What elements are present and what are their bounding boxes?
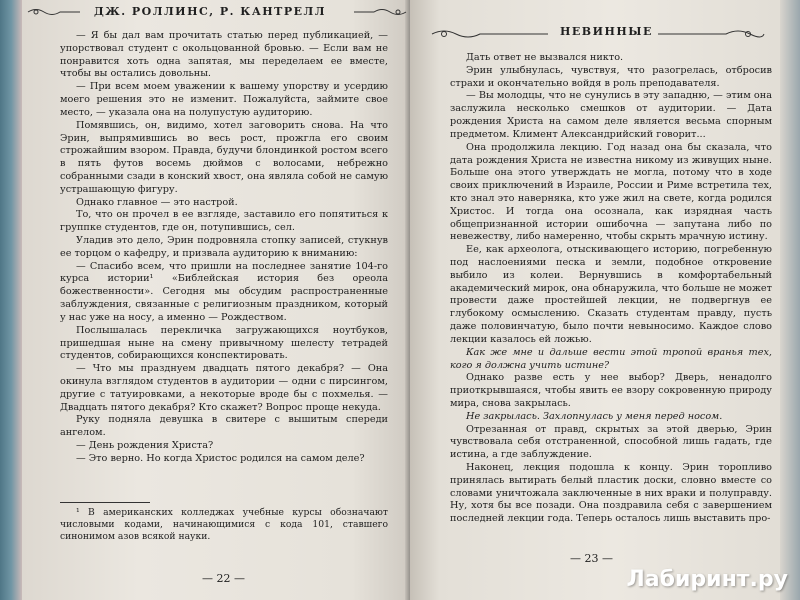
- paragraph-italic: Не закрылась. Захлопнулась у меня перед носом.: [466, 410, 723, 422]
- paragraph: — При всем моем уважении к вашему упорству и усердию моего решения это не изменит. Пожалуйста, займите свое место, — указала она на полупустую аудиторию.: [60, 81, 388, 118]
- paragraph-italic: Как же мне и дальше вести этой тропой вранья тех, кого я должна учить истине?: [450, 346, 772, 371]
- right-page-number: — 23 —: [570, 552, 613, 565]
- left-page-number: — 22 —: [202, 572, 245, 585]
- paragraph: Эрин улыбнулась, чувствуя, что разогрелась, отбросив страхи и окончательно войдя в роль преподавателя.: [450, 64, 772, 89]
- paragraph: — Что мы празднуем двадцать пятого декабря? — Она окинула взглядом студентов в аудитории — одни с пирсингом, другие с татуировками, а некоторые вроде бы с похмелья. — Двадцать пятого декабря? Кто скажет? Вопрос проще некуда.: [60, 363, 388, 413]
- left-header-ornament-right: [352, 7, 408, 17]
- paragraph: Уладив это дело, Эрин подровняла стопку записей, стукнув ее торцом о кафедру, и призвала аудиторию к вниманию:: [60, 235, 388, 259]
- paragraph: Помявшись, он, видимо, хотел заговорить снова. На что Эрин, выпрямившись во весь рост, прожгла его своим строжайшим взором. Правда, будучи блондинкой ростом всего в пять футов восемь дюймов с волосами, небрежно собранными сзади в конский хвост, она являла собой не самую устрашающую фигуру.: [60, 119, 388, 195]
- book-cover-edge: [0, 0, 22, 600]
- paragraph: Наконец, лекция подошла к концу. Эрин торопливо принялась вытирать белый пластик доски, словно вместе со словами уничтожала заключенные в них враки и полуправду. Ну, хотя бы все позади. Она поздравила себя с завершением последней лекции года. Теперь осталось лишь выставить про-: [450, 462, 772, 525]
- footnote: [60, 507, 388, 543]
- left-body-text: [60, 30, 388, 466]
- paragraph: — Это верно. Но когда Христос родился на самом деле?: [76, 452, 365, 464]
- left-header-ornament-left: [26, 7, 82, 17]
- paragraph: Однако разве есть у нее выбор? Дверь, ненадолго приоткрывшаяся, чтобы явить ее взору сокровенную природу мира, снова закрылась.: [450, 372, 772, 409]
- right-header-ornament-right: [656, 28, 766, 38]
- paragraph: — Спасибо всем, что пришли на последнее занятие 104-го курса истории¹ «Библейская история без ореола божественности». Сегодня мы обсудим распространенные заблуждения, связанные с религиозным праздником, который у нас уже на носу, а именно — Рождеством.: [60, 260, 388, 323]
- right-running-header: НЕВИННЫЕ: [560, 25, 653, 38]
- paragraph: Ее, как археолога, отыскивающего историю, погребенную под наслоениями песка и земли, подобное откровение выбило из колеи. Вернувшись в комфортабельный академический мирок, она обнаружила, что больше не может провести даже простейшей лекции, не подвергнув ее глубокому осмыслению. Сказать студентам правду, пусть даже половинчатую, было почти невыносимо. Каждое слово лекции казалось ей ложью.: [450, 244, 772, 345]
- paragraph: — Вы молодцы, что не сунулись в эту западню, — этим она заслужила несколько смешков от аудитории. — Дата рождения Христа на самом деле является весьма спорным предметом. Климент Александрийский говорит...: [450, 90, 772, 140]
- right-header-ornament-left: [430, 28, 550, 38]
- left-running-header: ДЖ. РОЛЛИНС, Р. КАНТРЕЛЛ: [94, 5, 326, 18]
- watermark-logo: Лабиринт.ру: [626, 567, 788, 592]
- paragraph: Дать ответ не вызвался никто.: [466, 52, 624, 63]
- left-page: [22, 0, 410, 600]
- footnote-rule: [60, 502, 150, 503]
- paragraph: Она продолжила лекцию. Год назад она бы сказала, что дата рождения Христа не известна никому из живущих ныне. Больше она этого утверждать не могла, потому что в ходе своих приключений в Израиле, России и Риме встретила тех, кто знал это наверняка, кто уже жил на свете, когда родился Христос. И тогда она осознала, как изрядная часть общепризнанной истории ошибочна — запутана либо по невежеству, либо намеренно, чтобы скрыть мрачную истину.: [450, 141, 772, 243]
- paragraph: Отрезанная от правд, скрытых за этой дверью, Эрин чувствовала себя отстраненной, способной лишь гадать, где истина, а где заблуждение.: [450, 423, 772, 461]
- paragraph: То, что он прочел в ее взгляде, заставило его попятиться к группке студентов, где он, потупившись, сел.: [60, 209, 388, 234]
- right-body-text: [450, 52, 772, 526]
- paragraph: — Я бы дал вам прочитать статью перед публикацией, — упорствовал студент с окольцованной бровью. — Если вам не понравится хоть одна запятая, мы переделаем ее вместе, чтобы вы остались довольны.: [60, 30, 388, 80]
- right-page: [410, 0, 780, 600]
- page-block-edge: [780, 0, 800, 600]
- footnote-text: ¹ В американских колледжах учебные курсы обозначают числовыми кодами, начинающимися с кода 101, ставшего синонимом азов всякой науки.: [60, 507, 388, 542]
- paragraph: — День рождения Христа?: [76, 440, 214, 451]
- paragraph: Однако главное — это настрой.: [76, 196, 238, 208]
- paragraph: Руку подняла девушка в свитере с вышитым спереди ангелом.: [60, 414, 388, 439]
- paragraph: Послышалась перекличка загружающихся ноутбуков, пришедшая ныне на смену привычному шелесту тетрадей студентов, собирающихся конспектировать.: [60, 324, 388, 362]
